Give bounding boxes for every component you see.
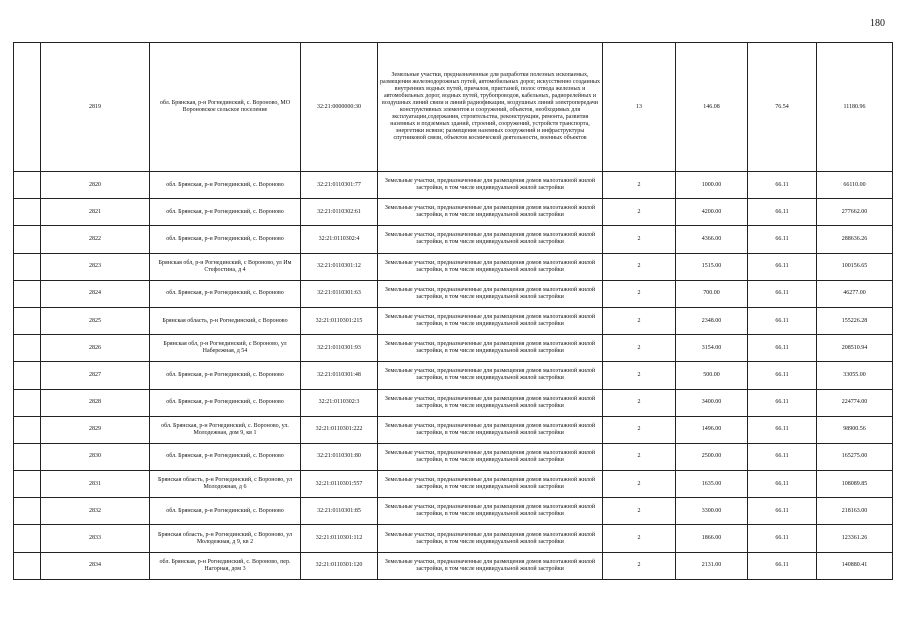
area-cell: 1496.00 bbox=[676, 416, 748, 443]
cadastral-value-cell: 123361.26 bbox=[817, 525, 893, 552]
row-number: 2833 bbox=[41, 525, 150, 552]
row-number: 2821 bbox=[41, 199, 150, 226]
land-use-cell: Земельные участки, предназначенные для размещения домов малоэтажной жилой застройки, в том числе индивидуальной жилой застройки bbox=[378, 172, 603, 199]
cadastral-number-cell: 32:21:0000000:30 bbox=[301, 43, 378, 172]
cadastral-number-cell: 32:21:0110301:85 bbox=[301, 498, 378, 525]
empty-cell bbox=[14, 280, 41, 307]
land-use-cell: Земельные участки, предназначенные для размещения домов малоэтажной жилой застройки, в том числе индивидуальной жилой застройки bbox=[378, 226, 603, 253]
cadastral-number-cell: 32:21:0110301:12 bbox=[301, 253, 378, 280]
table-row bbox=[14, 43, 893, 172]
empty-cell bbox=[14, 443, 41, 470]
table-row bbox=[14, 471, 893, 498]
use-code-cell: 2 bbox=[603, 253, 676, 280]
use-code-cell: 2 bbox=[603, 226, 676, 253]
rate-cell: 66.11 bbox=[748, 253, 817, 280]
rate-cell: 66.11 bbox=[748, 226, 817, 253]
cadastral-number-cell: 32:21:0110301:80 bbox=[301, 443, 378, 470]
land-use-cell: Земельные участки, предназначенные для размещения домов малоэтажной жилой застройки, в том числе индивидуальной жилой застройки bbox=[378, 416, 603, 443]
table-row bbox=[14, 226, 893, 253]
land-use-cell: Земельные участки, предназначенные для размещения домов малоэтажной жилой застройки, в том числе индивидуальной жилой застройки bbox=[378, 389, 603, 416]
cadastral-number-cell: 32:21:0110301:93 bbox=[301, 335, 378, 362]
cadastral-value-cell: 218163.00 bbox=[817, 498, 893, 525]
row-number: 2822 bbox=[41, 226, 150, 253]
empty-cell bbox=[14, 335, 41, 362]
area-cell: 1000.00 bbox=[676, 172, 748, 199]
address-cell: обл. Брянская, р-н Рогнединский, с. Вороново bbox=[150, 362, 301, 389]
table-row bbox=[14, 443, 893, 470]
use-code-cell: 2 bbox=[603, 389, 676, 416]
use-code-cell: 2 bbox=[603, 307, 676, 334]
area-cell: 3400.00 bbox=[676, 389, 748, 416]
area-cell: 4366.00 bbox=[676, 226, 748, 253]
page-number: 180 bbox=[870, 18, 885, 29]
use-code-cell: 2 bbox=[603, 172, 676, 199]
land-use-cell: Земельные участки, предназначенные для размещения домов малоэтажной жилой застройки, в том числе индивидуальной жилой застройки bbox=[378, 199, 603, 226]
use-code-cell: 2 bbox=[603, 498, 676, 525]
cadastral-value-cell: 224774.00 bbox=[817, 389, 893, 416]
cadastral-value-cell: 140880.41 bbox=[817, 552, 893, 579]
area-cell: 1866.00 bbox=[676, 525, 748, 552]
area-cell: 2348.00 bbox=[676, 307, 748, 334]
table-row bbox=[14, 552, 893, 579]
empty-cell bbox=[14, 416, 41, 443]
rate-cell: 66.11 bbox=[748, 471, 817, 498]
cadastral-number-cell: 32:21:0110301:48 bbox=[301, 362, 378, 389]
cadastral-value-cell: 277662.00 bbox=[817, 199, 893, 226]
cadastral-number-cell: 32:21:0110301:112 bbox=[301, 525, 378, 552]
area-cell: 1515.00 bbox=[676, 253, 748, 280]
land-use-cell: Земельные участки, предназначенные для размещения домов малоэтажной жилой застройки, в том числе индивидуальной жилой застройки bbox=[378, 471, 603, 498]
use-code-cell: 2 bbox=[603, 280, 676, 307]
cadastral-value-cell: 98900.56 bbox=[817, 416, 893, 443]
land-use-cell: Земельные участки, предназначенные для размещения домов малоэтажной жилой застройки, в том числе индивидуальной жилой застройки bbox=[378, 443, 603, 470]
area-cell: 2131.00 bbox=[676, 552, 748, 579]
empty-cell bbox=[14, 199, 41, 226]
table-row bbox=[14, 253, 893, 280]
area-cell: 3154.00 bbox=[676, 335, 748, 362]
cadastral-value-cell: 155226.28 bbox=[817, 307, 893, 334]
cadastral-value-cell: 165275.00 bbox=[817, 443, 893, 470]
use-code-cell: 2 bbox=[603, 416, 676, 443]
address-cell: обл. Брянская, р-н Рогнединский, с. Вороново, ул. Молодежная, дом 9, кв 1 bbox=[150, 416, 301, 443]
rate-cell: 66.11 bbox=[748, 525, 817, 552]
row-number: 2834 bbox=[41, 552, 150, 579]
area-cell: 4200.00 bbox=[676, 199, 748, 226]
cadastral-number-cell: 32:21:0110301:215 bbox=[301, 307, 378, 334]
area-cell: 500.00 bbox=[676, 362, 748, 389]
land-use-cell: Земельные участки, предназначенные для размещения домов малоэтажной жилой застройки, в том числе индивидуальной жилой застройки bbox=[378, 280, 603, 307]
rate-cell: 66.11 bbox=[748, 199, 817, 226]
row-number: 2826 bbox=[41, 335, 150, 362]
address-cell: обл. Брянская, р-н Рогнединский, с. Вороново bbox=[150, 172, 301, 199]
land-use-cell: Земельные участки, предназначенные для разработки полезных ископаемых, размещения железнодорожных путей, автомобильных дорог, искусственно созданных внутренних водных путей, причалов, пристаней, полос отвода железных и автомобильных дорог, водных путей, трубопроводов, кабельных, радиорелейных и воздушных линий связи и линий радиофикации, воздушных линий электропередачи конструктивных элементов и сооружений, объектов, необходимых для эксплуатации,содержания, строительства, реконструкции, ремонта, развития наземных и подземных зданий, строений, сооружений, устройств транспорта, энергетики исвязи; размещения наземных сооружений и инфраструктуры спутниковой связи, объектов космической деятельности, военных объектов bbox=[378, 43, 603, 172]
use-code-cell: 13 bbox=[603, 43, 676, 172]
address-cell: Брянская обл, р-н Рогнединский, с Вороново, ул Набережная, д 54 bbox=[150, 335, 301, 362]
row-number: 2819 bbox=[41, 43, 150, 172]
address-cell: обл. Брянская, р-н Рогнединский, с. Вороново bbox=[150, 498, 301, 525]
table-row bbox=[14, 280, 893, 307]
rate-cell: 66.11 bbox=[748, 307, 817, 334]
table-row bbox=[14, 389, 893, 416]
empty-cell bbox=[14, 389, 41, 416]
cadastral-number-cell: 32:21:0110302:61 bbox=[301, 199, 378, 226]
land-registry-table bbox=[13, 42, 893, 580]
row-number: 2827 bbox=[41, 362, 150, 389]
rate-cell: 66.11 bbox=[748, 362, 817, 389]
cadastral-value-cell: 33055.00 bbox=[817, 362, 893, 389]
table-row bbox=[14, 172, 893, 199]
table-row bbox=[14, 199, 893, 226]
empty-cell bbox=[14, 552, 41, 579]
rate-cell: 66.11 bbox=[748, 443, 817, 470]
row-number: 2830 bbox=[41, 443, 150, 470]
address-cell: Брянская область, р-н Рогнединский, с Вороново, ул Молодежная, д 6 bbox=[150, 471, 301, 498]
land-use-cell: Земельные участки, предназначенные для размещения домов малоэтажной жилой застройки, в том числе индивидуальной жилой застройки bbox=[378, 362, 603, 389]
table-row bbox=[14, 498, 893, 525]
cadastral-value-cell: 66110.00 bbox=[817, 172, 893, 199]
use-code-cell: 2 bbox=[603, 471, 676, 498]
land-use-cell: Земельные участки, предназначенные для размещения домов малоэтажной жилой застройки, в том числе индивидуальной жилой застройки bbox=[378, 253, 603, 280]
rate-cell: 66.11 bbox=[748, 172, 817, 199]
empty-cell bbox=[14, 253, 41, 280]
row-number: 2828 bbox=[41, 389, 150, 416]
use-code-cell: 2 bbox=[603, 199, 676, 226]
address-cell: обл. Брянская, р-н Рогнединский, с. Вороново bbox=[150, 389, 301, 416]
address-cell: Брянская область, р-н Рогнединский, с Вороново, ул Молодежная, д 9, кв 2 bbox=[150, 525, 301, 552]
empty-cell bbox=[14, 525, 41, 552]
address-cell: обл. Брянская, р-н Рогнединский, с. Вороново bbox=[150, 443, 301, 470]
empty-cell bbox=[14, 43, 41, 172]
cadastral-value-cell: 46277.00 bbox=[817, 280, 893, 307]
cadastral-value-cell: 208510.94 bbox=[817, 335, 893, 362]
area-cell: 1635.00 bbox=[676, 471, 748, 498]
rate-cell: 66.11 bbox=[748, 552, 817, 579]
land-use-cell: Земельные участки, предназначенные для размещения домов малоэтажной жилой застройки, в том числе индивидуальной жилой застройки bbox=[378, 307, 603, 334]
cadastral-number-cell: 32:21:0110301:63 bbox=[301, 280, 378, 307]
rate-cell: 66.11 bbox=[748, 335, 817, 362]
rate-cell: 76.54 bbox=[748, 43, 817, 172]
use-code-cell: 2 bbox=[603, 443, 676, 470]
address-cell: обл. Брянская, р-н Рогнединский, с. Вороново, пер. Нагорная, дом 3 bbox=[150, 552, 301, 579]
table-row bbox=[14, 416, 893, 443]
cadastral-number-cell: 32:21:0110302:3 bbox=[301, 389, 378, 416]
rate-cell: 66.11 bbox=[748, 280, 817, 307]
row-number: 2824 bbox=[41, 280, 150, 307]
land-use-cell: Земельные участки, предназначенные для размещения домов малоэтажной жилой застройки, в том числе индивидуальной жилой застройки bbox=[378, 498, 603, 525]
land-use-cell: Земельные участки, предназначенные для размещения домов малоэтажной жилой застройки, в том числе индивидуальной жилой застройки bbox=[378, 335, 603, 362]
row-number: 2829 bbox=[41, 416, 150, 443]
area-cell: 3300.00 bbox=[676, 498, 748, 525]
cadastral-number-cell: 32:21:0110301:557 bbox=[301, 471, 378, 498]
table-row bbox=[14, 335, 893, 362]
empty-cell bbox=[14, 226, 41, 253]
cadastral-number-cell: 32:21:0110301:222 bbox=[301, 416, 378, 443]
address-cell: обл. Брянская, р-н Рогнединский, с. Вороново bbox=[150, 280, 301, 307]
use-code-cell: 2 bbox=[603, 362, 676, 389]
address-cell: Брянская область, р-н Рогнединский, с Вороново bbox=[150, 307, 301, 334]
empty-cell bbox=[14, 498, 41, 525]
land-use-cell: Земельные участки, предназначенные для размещения домов малоэтажной жилой застройки, в том числе индивидуальной жилой застройки bbox=[378, 525, 603, 552]
use-code-cell: 2 bbox=[603, 335, 676, 362]
cadastral-number-cell: 32:21:0110301:120 bbox=[301, 552, 378, 579]
cadastral-value-cell: 11180.96 bbox=[817, 43, 893, 172]
rate-cell: 66.11 bbox=[748, 389, 817, 416]
cadastral-value-cell: 100156.65 bbox=[817, 253, 893, 280]
address-cell: обл. Брянская, р-н Рогнединский, с. Вороново bbox=[150, 226, 301, 253]
use-code-cell: 2 bbox=[603, 552, 676, 579]
address-cell: обл. Брянская, р-н Рогнединский, с. Вороново bbox=[150, 199, 301, 226]
use-code-cell: 2 bbox=[603, 525, 676, 552]
registry-body bbox=[14, 43, 893, 580]
address-cell: обл. Брянская, р-н Рогнединский, с. Вороново, МО Вороновское сельское поселение bbox=[150, 43, 301, 172]
row-number: 2825 bbox=[41, 307, 150, 334]
row-number: 2823 bbox=[41, 253, 150, 280]
cadastral-number-cell: 32:21:0110301:77 bbox=[301, 172, 378, 199]
cadastral-number-cell: 32:21:0110302:4 bbox=[301, 226, 378, 253]
rate-cell: 66.11 bbox=[748, 416, 817, 443]
table-row bbox=[14, 525, 893, 552]
empty-cell bbox=[14, 362, 41, 389]
empty-cell bbox=[14, 172, 41, 199]
land-use-cell: Земельные участки, предназначенные для размещения домов малоэтажной жилой застройки, в том числе индивидуальной жилой застройки bbox=[378, 552, 603, 579]
table-row bbox=[14, 362, 893, 389]
row-number: 2820 bbox=[41, 172, 150, 199]
cadastral-value-cell: 288636.26 bbox=[817, 226, 893, 253]
empty-cell bbox=[14, 471, 41, 498]
rate-cell: 66.11 bbox=[748, 498, 817, 525]
cadastral-value-cell: 108089.85 bbox=[817, 471, 893, 498]
table-row bbox=[14, 307, 893, 334]
address-cell: Брянская обл, р-н Рогнединский, с Вороново, ул Им Стефостина, д 4 bbox=[150, 253, 301, 280]
area-cell: 700.00 bbox=[676, 280, 748, 307]
empty-cell bbox=[14, 307, 41, 334]
area-cell: 2500.00 bbox=[676, 443, 748, 470]
row-number: 2831 bbox=[41, 471, 150, 498]
area-cell: 146.08 bbox=[676, 43, 748, 172]
row-number: 2832 bbox=[41, 498, 150, 525]
